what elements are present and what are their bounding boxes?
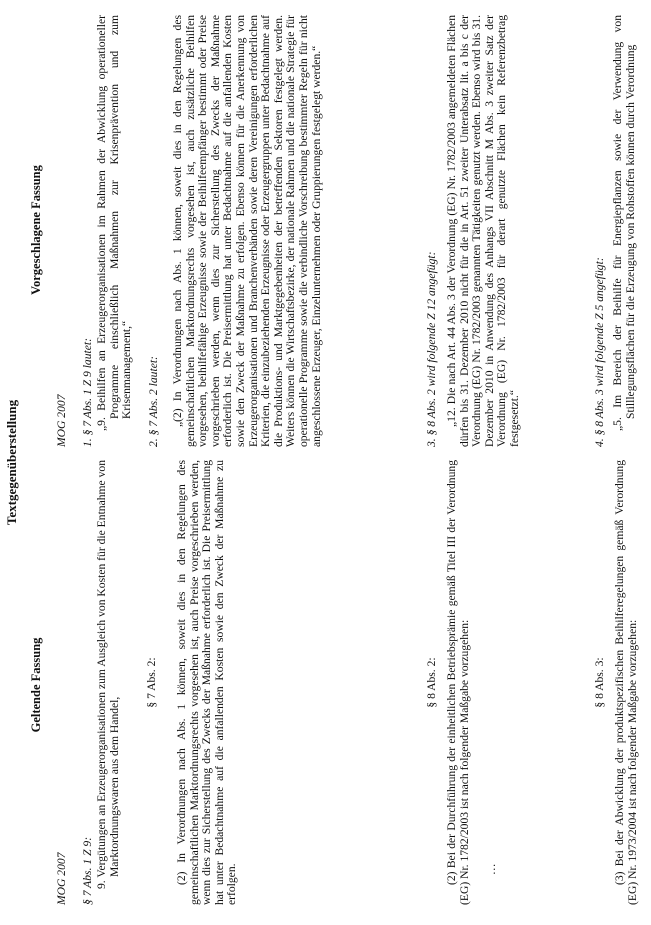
section-ref: § 8 Abs. 2: xyxy=(425,657,438,708)
column-heading-proposed: Vorgeschlagene Fassung xyxy=(29,165,43,295)
ellipsis: … xyxy=(485,863,498,875)
section-ref: 3. § 8 Abs. 2 wird folgende Z 12 angefügt: xyxy=(425,251,438,447)
section-ref: § 7 Abs. 2: xyxy=(145,657,158,708)
section-text: 9. Vergütungen an Erzeugerorganisationen zum Ausgleich von Kosten für die Entnahme von Marktordnungswaren aus dem Handel, xyxy=(95,460,121,889)
section-ref: § 8 Abs. 3: xyxy=(593,657,606,708)
section-ref: 4. § 8 Abs. 3 wird folgende Z 5 angefügt: xyxy=(593,257,606,447)
section-ref: 2. § 7 Abs. 2 lautet: xyxy=(147,356,160,447)
document-title: Textgegenüberstellung xyxy=(4,399,19,526)
section-text: „(2) In Verordnungen nach Abs. 1 können, soweit dies in den Regelungen des gemeinschaftlichen Marktordnungsrechts vorgesehen ist, auch zusätzliche Beihilfen vorgesehen, beihilfefähige Erzeugnisse sowie der Beihilfeempfänger bestimmt oder Preise vorgeschrieben werden, wenn dies zur Sicherstellung des Zwecks der Maßnahme erforderlich ist. Die Preisermittlung hat unter Bedachtnahme auf die anfallenden Kosten sowie den Zweck der Maßnahme zu erfolgen. Ebenso können für die Anerkennung von Erzeugerorganisationen und Branchenverbänden sowie deren Vereinigungen erforderlichen Kriterien, die einzubeziehenden Erzeugnisse oder Erzeugergruppen unter Bedachtnahme auf die Produktions- und Marktgegebenheiten der betreffenden Sektoren festgelegt werden. Weiters können die Wirtschaftsbezirke, der nationale Rahmen und die nationale Strategie für operationelle Programme sowie die verbindliche Vorschreibung bestimmter Regeln für nicht angeschlossene Erzeuger, Einzelunternehmen oder Gruppierungen festgelegt werden.“ xyxy=(171,15,323,447)
section-ref: 1. § 7 Abs. 1 Z 9 lautet: xyxy=(81,338,94,447)
section-text: „5. Im Bereich der Beihilfe für Energiepflanzen sowie der Verwendung von Stilllegungsflächen für die Erzeugung von Rohstoffen können durch Verordnung xyxy=(611,15,637,431)
section-text: „12. Die nach Art. 44 Abs. 3 der Verordnung (EG) Nr. 1782/2003 angemeldeten Flächen dürfen bis 31. Dezember 2010 nicht für die in Art. 51 zweiter Unterabsatz lit. a bis c der Verordnung (EG) Nr. 1782/2003 genannten Tätigkeiten genutzt werden. Ebenso wird bis 31. Dezember 2010 in Anwendung des Anhangs VII Abschnitt M Abs. 3 zweiter Satz der Verordnung (EG) Nr. 1782/2003 für derart genutzte Flächen kein Referenzbetrag festgesetzt.“ xyxy=(445,15,521,447)
section-text: „9. Beihilfen an Erzeugerorganisationen im Rahmen der Abwicklung operationeller Programme einschließlich Maßnahmen zur Krisenprävention und zum Krisenmanagement,“ xyxy=(95,15,134,431)
section-ref: § 7 Abs. 1 Z 9: xyxy=(81,836,94,905)
column-heading-current: Geltende Fassung xyxy=(29,637,43,733)
section-text: (2) Bei der Durchführung der einheitlichen Betriebsprämie gemäß Titel III der Verordnung (EG) Nr. 1782/2003 ist nach folgender Maßgabe vorzugehen: xyxy=(445,460,471,905)
law-name: MOG 2007 xyxy=(55,394,68,447)
law-name: MOG 2007 xyxy=(55,852,68,905)
section-text: (3) Bei der Abwicklung der produktspezifischen Beihilferegelungen gemäß Verordnung (EG) Nr. 1973/2004 ist nach folgender Maßgabe vorzugehen: xyxy=(613,460,639,905)
section-text: (2) In Verordnungen nach Abs. 1 können, soweit dies in den Regelungen des gemeinschaftlichen Marktordnungsrechts vorgesehen ist, auch Preise vorgeschrieben werden, wenn dies zur Sicherstellung des Zwecks der Maßnahme erforderlich ist. Die Preisermittlung hat unter Bedachtnahme auf die anfallenden Kosten sowie den Zweck der Maßnahme zu erfolgen. xyxy=(175,460,239,905)
